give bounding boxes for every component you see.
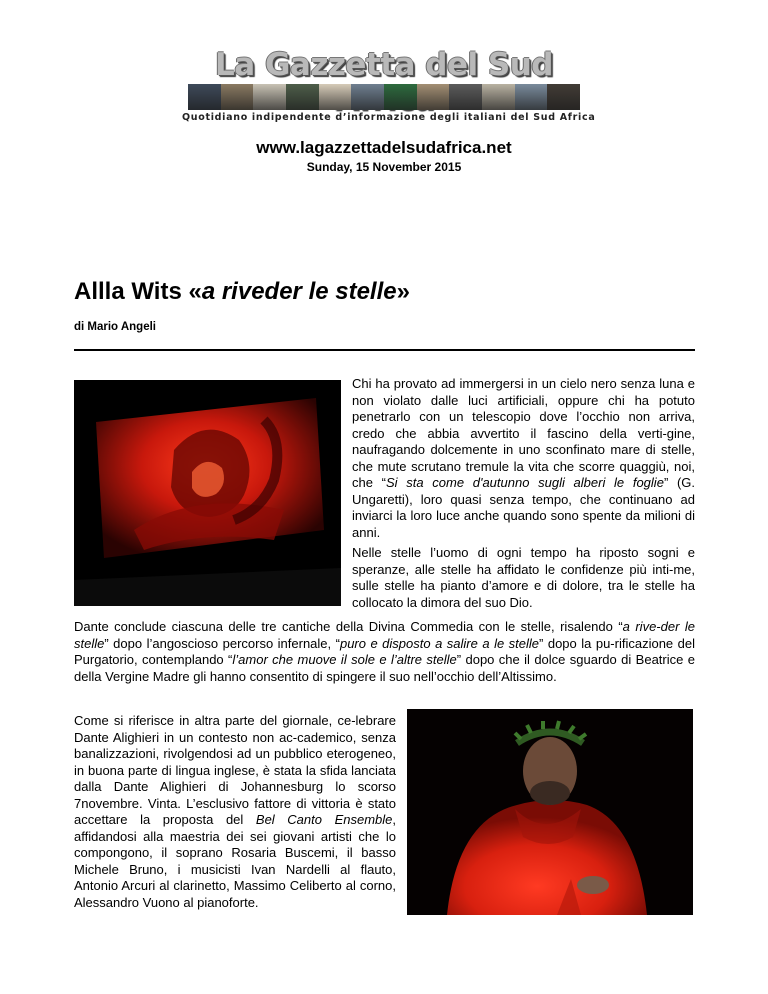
masthead-strip-panel [221,84,254,110]
site-url[interactable]: www.lagazzettadelsudafrica.net [256,138,512,157]
para3-quote-purgatorio: puro e disposto a salire a le stelle [339,635,540,651]
masthead-strip-panel [449,84,482,110]
para3-text-b: ” dopo l’angoscioso percorso infernale, “ [104,635,340,651]
para4-ensemble-name: Bel Canto Ensemble [255,812,393,827]
paragraph-2: Nelle stelle l’uomo di ogni tempo ha riposto sogni e speranze, alle stelle ha affidato le confidenze più inti-me, sulle stelle ha pianto d’amore e di dolore, tra le stelle ha collocato la dimora del suo Dio. [352,545,695,610]
masthead-title: La Gazzetta del Sud [214,47,553,83]
stage-photo-dante-performer [407,709,693,915]
para4-text-a: Come si riferisce in altra parte del giornale, ce-lebrare Dante Alighieri in un contesto non ac-cademico, senza banalizzazioni, rivolgendosi ad un pubblico eterogeneo, in buona parte di lingua inglese, è stata la sfida lanciata dalla Dante Alighieri di Johannesburg lo scorso 7novembre. Vinta. L’esclusivo fattore di vittoria è stato accettare la proposta del [74,713,396,827]
masthead-strip-panel [547,84,580,110]
para3-text-c: ” dopo la pu-rificazione del Purgatorio, contemplando “ [74,635,695,667]
para1-text-b: ” (G. Ungaretti), loro quasi senza tempo, che continuano ad inviarci la loro luce anche quando sono spente da milioni di anni. [352,475,696,540]
publication-date: Sunday, 15 November 2015 [306,160,462,174]
masthead-strip-panel [384,84,417,110]
paragraph-1 [352,376,695,541]
masthead-logo [182,47,596,128]
headline-prefix: Allla Wits « [74,278,202,305]
masthead-strip-panel [253,84,286,110]
masthead-strip-panel [417,84,450,110]
para1-quote-ungaretti: Si sta come d'autunno sugli alberi le foglie [385,475,664,490]
masthead-strip-panel [319,84,352,110]
stage-photo-projection [74,380,341,606]
article-byline: di Mario Angeli [74,321,156,333]
headline-suffix: » [396,278,410,305]
paragraph-3 [74,619,695,685]
para3-text-d: ” dopo che il dolce sguardo di Beatrice e della Vergine Madre gli hanno consentito di spingere il suo nell’occhio dell’Altissimo. [74,652,695,684]
para1-text-a: Chi ha provato ad immergersi in un cielo nero senza luna e non violato dalle luci artificiali, oppure chi ha potuto penetrarlo con un telescopio dove l’occhio non arriva, credo che abbia avvertito il fascino della verti-gine, naufragando dolcemente in uno sconfinato mare di stelle, che mute scrutano tremule la vita che scorre quaggiù, noi, che “ [352,376,695,490]
masthead-strip-panel [515,84,548,110]
para3-text-a: Dante conclude ciascuna delle tre cantiche della Divina Commedia con le stelle, risalendo “ [74,619,623,634]
para3-quote-inferno: a rive-der le stelle [74,619,695,651]
headline-divider [74,349,695,351]
paragraph-4 [74,713,396,911]
masthead-photo-strip [188,84,580,110]
masthead-strip-panel [286,84,319,110]
masthead-strip-panel [482,84,515,110]
para4-text-b: , affidandosi alla maestria dei sei giovani artisti che lo compongono, il soprano Rosaria Buscemi, il basso Michele Bruno, i musicisti Ivan Nardelli al flauto, Antonio Arcuri al clarinetto, Massimo Celiberto al corno, Alessandro Vuono al pianoforte. [74,812,397,910]
masthead-tagline: Quotidiano indipendente d’informazione degli italiani del Sud Africa [182,112,596,123]
article-headline [74,278,410,306]
para3-quote-paradiso: l’amor che muove il sole e l’altre stelle [232,652,457,667]
masthead-strip-panel [188,84,221,110]
headline-italic: a riveder le stelle [201,278,397,305]
masthead-strip-panel [351,84,384,110]
